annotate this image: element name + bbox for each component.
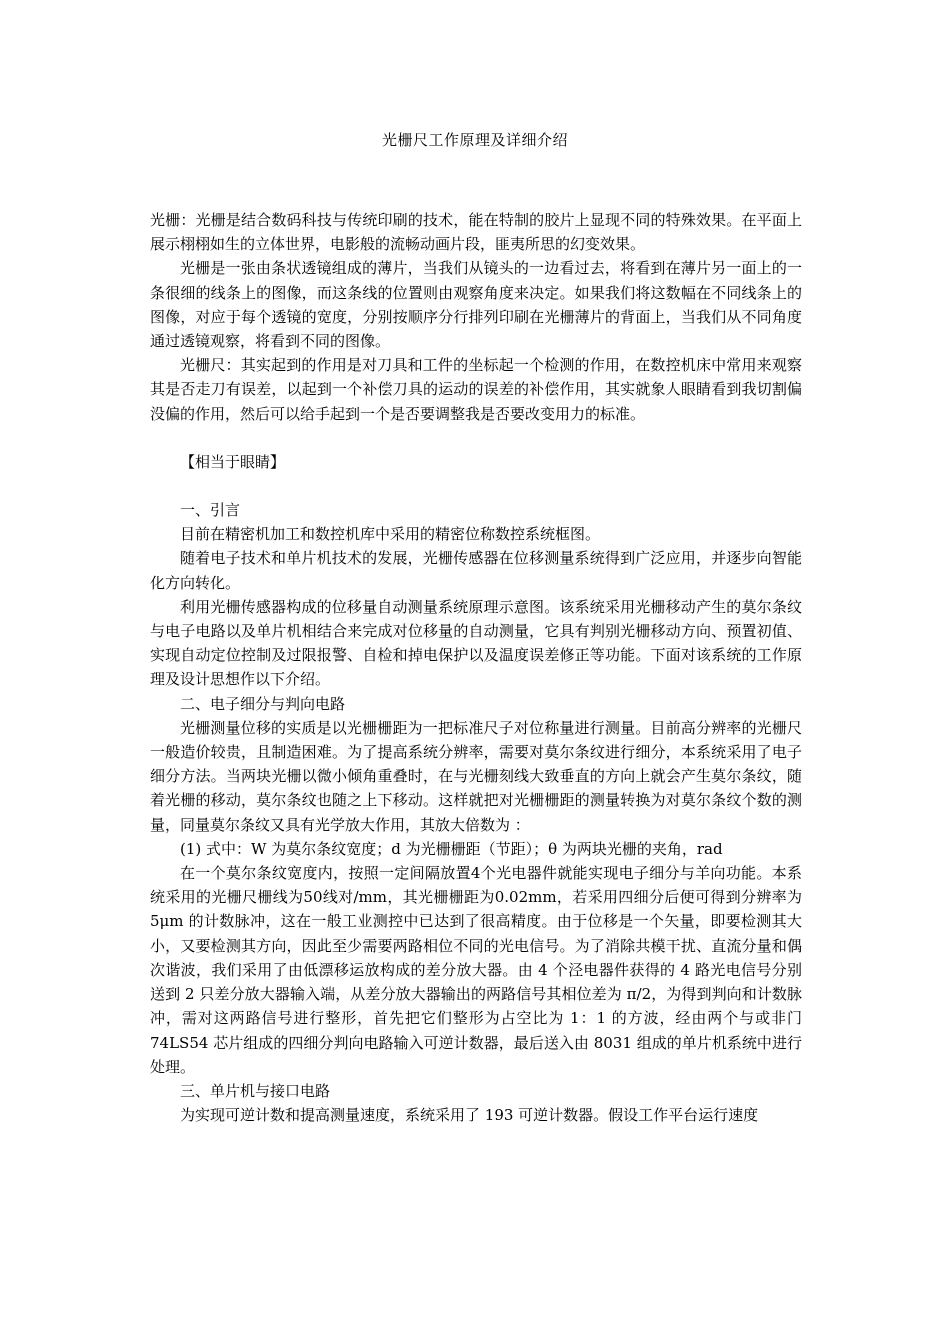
- paragraph-grating-lens: 光栅是一张由条状透镜组成的薄片，当我们从镜头的一边看过去，将看到在薄片另一面上的一条很细的线条上的图像，而这条线的位置则由观察角度来决定。如果我们将这数幅在不同线条上的图像，对应于每个透镜的宽度，分别按顺序分行排列印刷在光栅薄片的背面上，当我们从不同角度通过透镜观察，将看到不同的图像。: [150, 259, 802, 351]
- section-heading-mcu: 三、单片机与接口电路: [180, 1081, 331, 1100]
- paragraph-formula-note: (1) 式中：W 为莫尔条纹宽度；d 为光栅栅距（节距）；θ 为两块光栅的夹角，rad: [180, 839, 723, 858]
- section-heading-subdivision: 二、电子细分与判向电路: [180, 694, 346, 713]
- section-heading-intro: 一、引言: [180, 501, 241, 520]
- paragraph-grating-scale: 光栅尺：其实起到的作用是对刀具和工件的坐标起一个检测的作用，在数控机床中常用来观察其是否走刀有误差，以起到一个补偿刀具的运动的误差的补偿作用，其实就象人眼睛看到我切割偏没偏的作用，然后可以给手起到一个是否要调整我是否要改变用力的标准。: [150, 356, 802, 423]
- document-title: 光栅尺工作原理及详细介绍: [381, 131, 568, 149]
- paragraph-grating-definition: 光栅：光栅是结合数码科技与传统印刷的技术，能在特制的胶片上显现不同的特殊效果。在平面上展示栩栩如生的立体世界，电影般的流畅动画片段，匪夷所思的幻变效果。: [150, 211, 802, 254]
- paragraph-subdivision-2: 在一个莫尔条纹宽度内，按照一定间隔放置4个光电器件就能实现电子细分与羊向功能。本系统采用的光栅尺栅线为50线对/mm，其光栅栅距为0.02mm，若采用四细分后便可得到分辨率为 5μm 的计数脉冲，这在一般工业测控中已达到了很高精度。由于位移是一个矢量，即要检测其大小，又要检测其方向，因此至少需要两路相位不同的光电信号。为了消除共模干扰、直流分量和偶次谐波，我们采用了由低漂移运放构成的差分放大器。由 4 个泾电器件获得的 4 路光电信号分别送到 2 只差分放大器输入端，从差分放大器输出的两路信号其相位差为 π/2，为得到判向和计数脉冲，需对这两路信号进行整形，首先把它们整形为占空比为 1：1 的方波，经由两个与或非门 74LS54 芯片组成的四细分判向电路输入可逆计数器，最后送入由 8031 组成的单片机系统中进行处理。: [150, 864, 802, 1076]
- paragraph-eye-note: 【相当于眼睛】: [180, 452, 286, 471]
- paragraph-intro-1: 目前在精密机加工和数控机库中采用的精密位称数控系统框图。: [180, 525, 601, 544]
- paragraph-subdivision-1: 光栅测量位移的实质是以光栅栅距为一把标准尺子对位称量进行测量。目前高分辨率的光栅尺一般造价较贵，且制造困难。为了提高系统分辨率，需要对莫尔条纹进行细分，本系统采用了电子细分方法。当两块光栅以微小倾角重叠时，在与光栅刻线大致垂直的方向上就会产生莫尔条纹，随着光栅的移动，莫尔条纹也随之上下移动。这样就把对光栅栅距的测量转换为对莫尔条纹个数的测量，同量莫尔条纹又具有光学放大作用，其放大倍数为 ：: [150, 718, 802, 834]
- paragraph-intro-2: 随着电子技术和单片机技术的发展，光栅传感器在位移测量系统得到广泛应用，并逐步向智能化方向转化。: [150, 549, 802, 592]
- paragraph-intro-3: 利用光栅传感器构成的位移量自动测量系统原理示意图。该系统采用光栅移动产生的莫尔条纹与电子电路以及单片机相结合来完成对位移量的自动测量，它具有判别光栅移动方向、预置初值、实现自动定位控制及过限报警、自检和掉电保护以及温度误差修正等功能。下面对该系统的工作原理及设计思想作以下介绍。: [150, 597, 802, 689]
- paragraph-mcu-1: 为实现可逆计数和提高测量速度，系统采用了 193 可逆计数器。假设工作平台运行速度: [180, 1106, 759, 1125]
- document-body: [150, 208, 802, 1127]
